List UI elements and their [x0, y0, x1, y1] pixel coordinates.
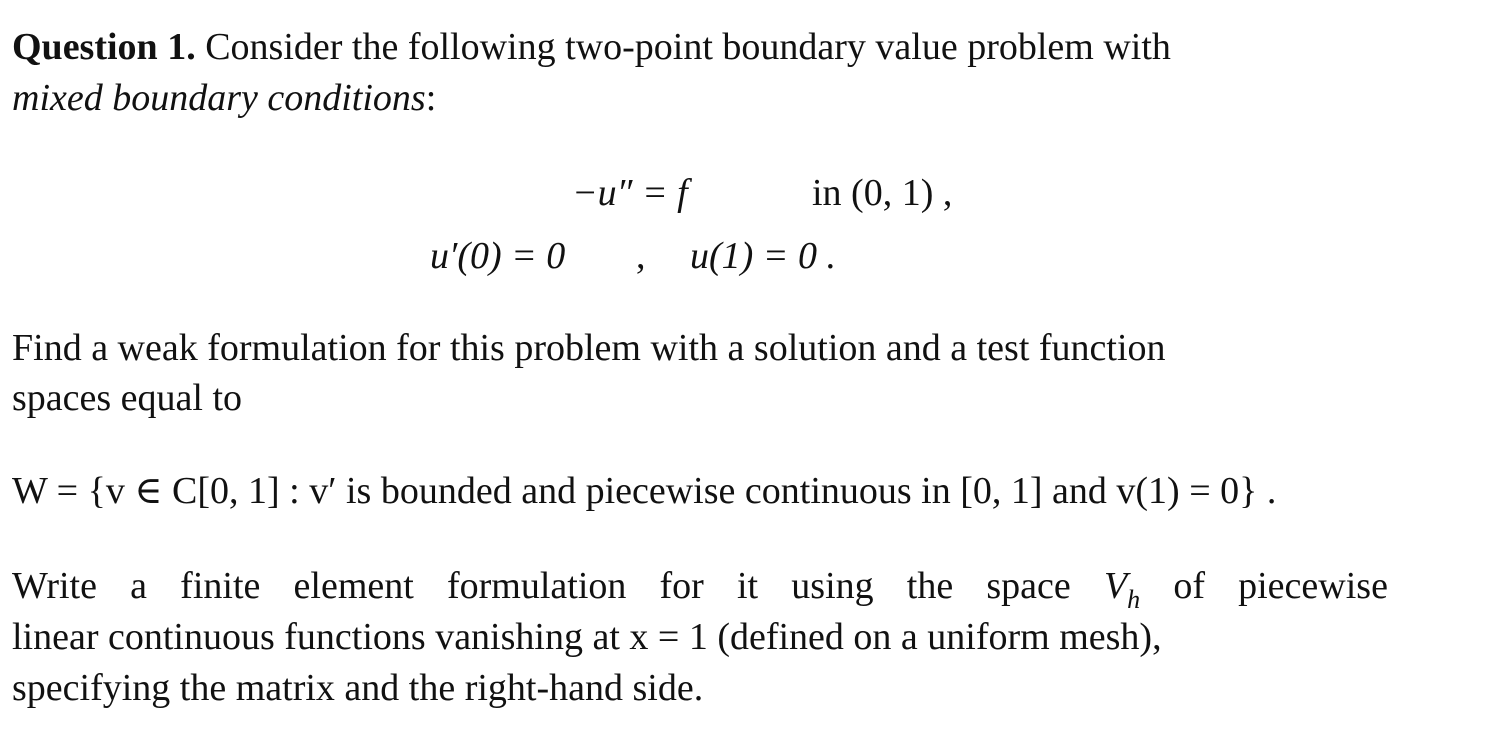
word: of [1173, 565, 1205, 607]
word: element [293, 565, 414, 607]
word: space [986, 565, 1071, 607]
fem-paragraph-line-2: linear continuous functions vanishing at x = 1 (defined on a uniform mesh), [12, 616, 1162, 658]
word: for [659, 565, 704, 607]
equation-2-comma: , [636, 235, 646, 277]
word: it [737, 565, 759, 607]
space-definition: W = {v ∈ C[0, 1] : v′ is bounded and piecewise continuous in [0, 1] and v(1) = 0} . [12, 470, 1277, 512]
word: Write [12, 565, 97, 607]
equation-1-lhs: −u″ = f [572, 172, 688, 214]
word: using [791, 565, 874, 607]
weak-paragraph-line-1: Find a weak formulation for this problem with a solution and a test function [12, 327, 1166, 369]
word: formulation [446, 565, 627, 607]
word: finite [180, 565, 261, 607]
question-intro-italic: mixed boundary conditions [12, 77, 426, 119]
question-intro-colon: : [425, 77, 437, 119]
question-line-2 [12, 75, 436, 121]
word: a [130, 565, 148, 607]
word: the [906, 565, 954, 607]
equation-2-left: u′(0) = 0 [430, 235, 566, 277]
weak-paragraph-line-2: spaces equal to [12, 377, 243, 419]
question-line-1 [12, 24, 1171, 70]
equation-1-rhs: in (0, 1) , [812, 172, 953, 214]
word: piecewise [1238, 565, 1388, 607]
fem-paragraph-line-3: specifying the matrix and the right-hand side. [12, 667, 704, 709]
question-heading: Question 1. [12, 26, 196, 68]
space-symbol-subscript: h [1127, 585, 1141, 614]
space-symbol-v: V [1103, 565, 1128, 607]
equation-2-right: u(1) = 0 . [690, 235, 836, 277]
question-intro-text: Consider the following two-point boundary value problem with [205, 26, 1171, 68]
